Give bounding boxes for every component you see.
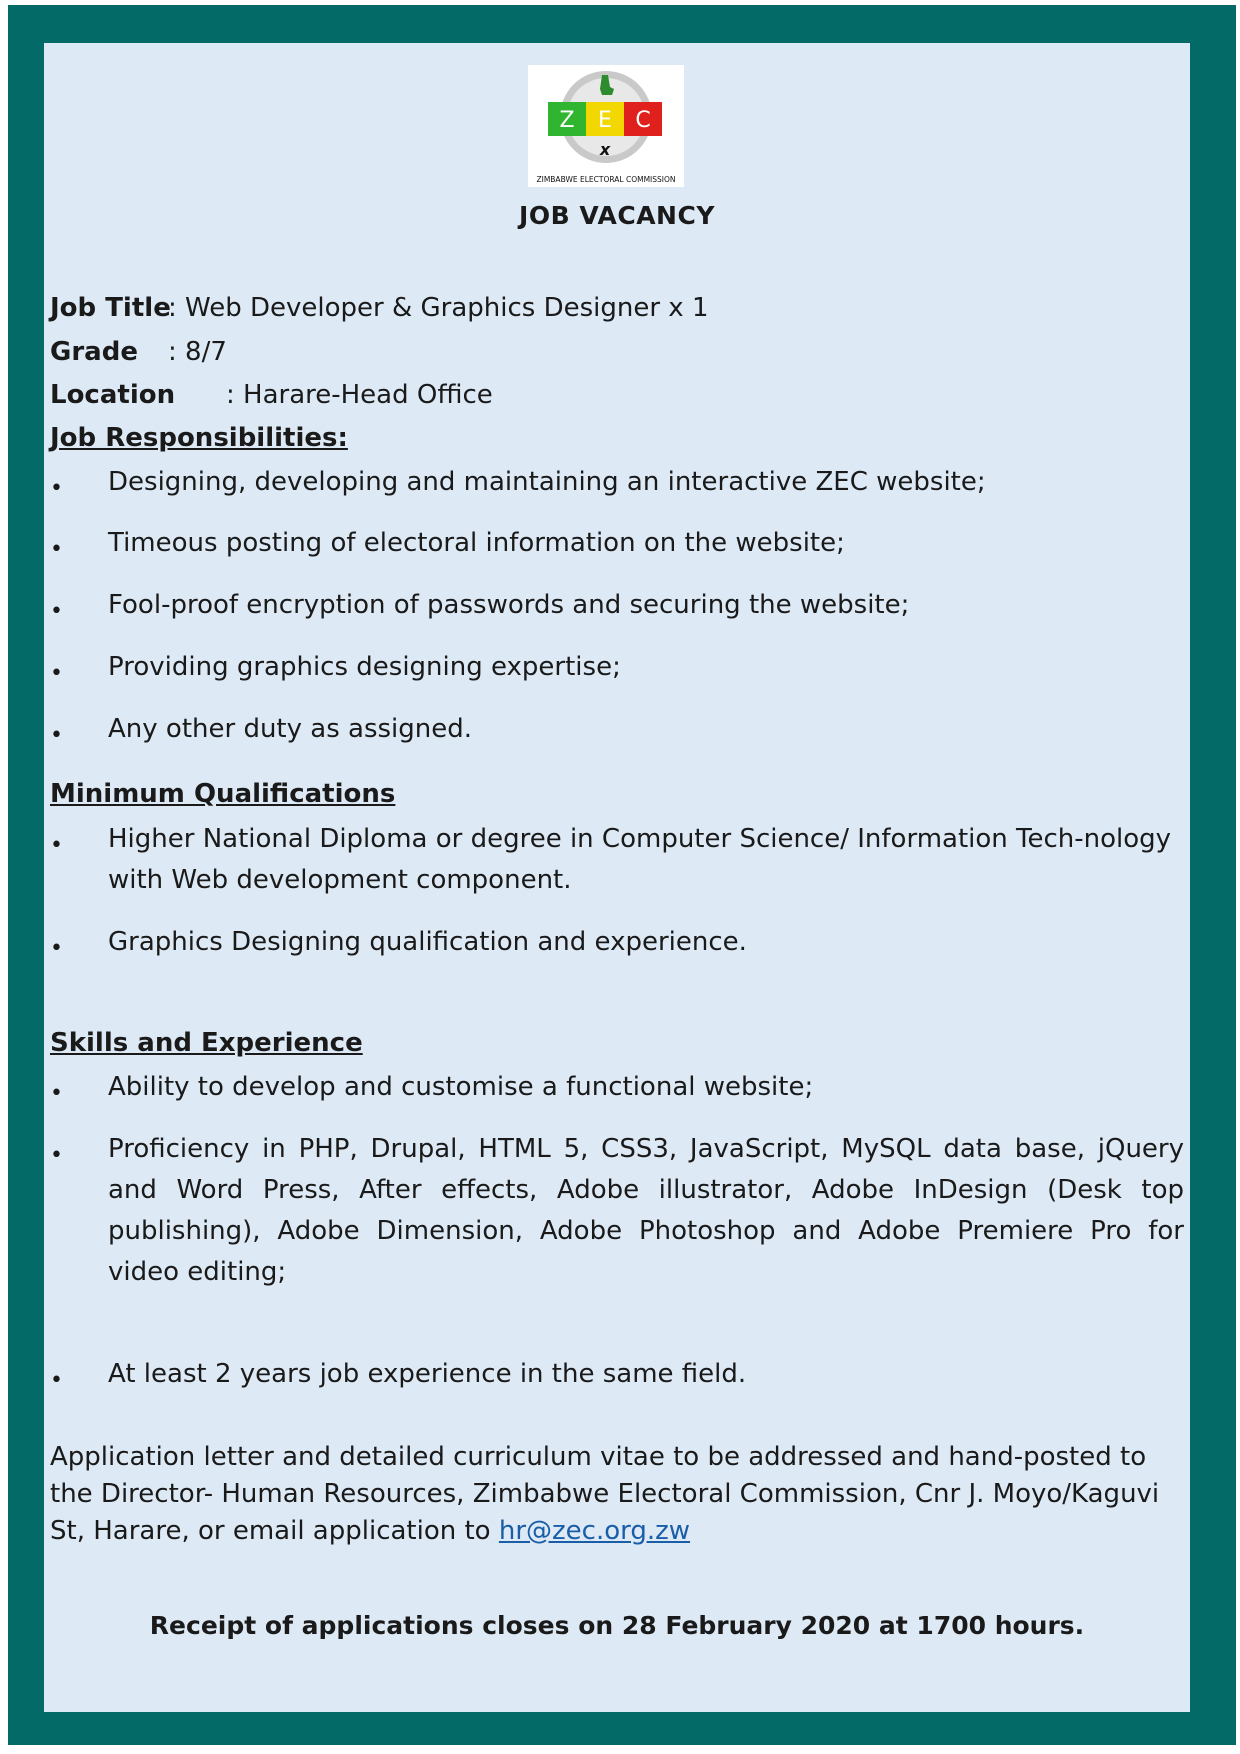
page-title: JOB VACANCY xyxy=(519,201,715,230)
qualifications-heading: Minimum Qualifications xyxy=(50,779,396,809)
bullet-icon: • xyxy=(50,1143,63,1168)
location-row xyxy=(50,380,493,410)
zec-logo xyxy=(528,65,684,187)
skills-heading: Skills and Experience xyxy=(50,1028,363,1058)
bullet-icon: • xyxy=(50,1368,63,1393)
email-link[interactable]: hr@zec.org.zw xyxy=(498,1516,691,1546)
location-label: Location xyxy=(50,380,176,410)
bullet-icon: • xyxy=(50,599,63,624)
logo-letter-c: C xyxy=(635,108,651,133)
bullet-icon: • xyxy=(50,661,63,686)
bullet-icon: • xyxy=(50,723,63,748)
logo-letter-e: E xyxy=(598,108,612,133)
logo-mark: x xyxy=(599,140,611,159)
grade-value: : 8/7 xyxy=(168,337,227,367)
grade-label: Grade xyxy=(50,337,138,367)
job-title-row xyxy=(50,293,709,323)
application-instructions xyxy=(50,1439,1184,1550)
closing-date-notice: Receipt of applications closes on 28 February 2020 at 1700 hours. xyxy=(149,1611,1085,1640)
bullet-icon: • xyxy=(50,537,63,562)
application-text: Application letter and detailed curriculum vitae to be addressed and hand-posted to the Director- Human Resources, Zimbabwe Electoral Commission, Cnr J. Moyo/Kaguvi St, Harare, or email application to xyxy=(50,1442,1160,1546)
grade-row xyxy=(50,337,227,367)
location-value: : Harare-Head Office xyxy=(226,380,493,410)
vacancy-panel: Z E C x ZIMBABWE ELECTORAL COMMISSION JOB VACANCY Job Title: Web Developer & Graphics Designer x 1 Grade : 8/7 Location : Harare-Head Office Job Responsibilities: • Designing, developing and maintaining an interactive ZEC website; • Timeous posting of electoral information on the website; • Fool-proof encryption of passwords and securing the website; • Providing graphics designing expertise; • Any other duty as assigned. Minimum Qualifications • Higher National Diploma or degree in Computer Science/ Information Tech-nology with Web development component. • Graphics Designing qualification and experience. Skills and Experience • Ability to develop and customise a functional website; • Proficiency in PHP, Drupal, HTML 5, CSS3, JavaScript, MySQL data base, jQuery and Word Press, After effects, Adobe illustrator, Adobe InDesign (Desk top publishing), Adobe Dimension, Adobe Photoshop and Adobe Premiere Pro for video editing; • At least 2 years job experience in the same field. Application letter and detailed curriculum vitae to be addressed and hand-posted to the Director- Human Resources, Zimbabwe Electoral Commission, Cnr J. Moyo/Kaguvi St, Harare, or email application to hr@zec.org.zw Receipt of applications closes on 28 February 2020 at 1700 hours. xyxy=(44,43,1190,1712)
logo-letter-z: Z xyxy=(559,108,575,133)
job-title-label: Job Title xyxy=(50,293,171,323)
bullet-icon: • xyxy=(50,936,63,961)
job-title-value: : Web Developer & Graphics Designer x 1 xyxy=(168,293,709,323)
bullet-icon: • xyxy=(50,476,63,501)
responsibilities-heading: Job Responsibilities: xyxy=(50,423,348,453)
bullet-icon: • xyxy=(50,1081,63,1106)
bullet-icon: • xyxy=(50,833,63,858)
logo-caption: ZIMBABWE ELECTORAL COMMISSION xyxy=(536,175,676,184)
